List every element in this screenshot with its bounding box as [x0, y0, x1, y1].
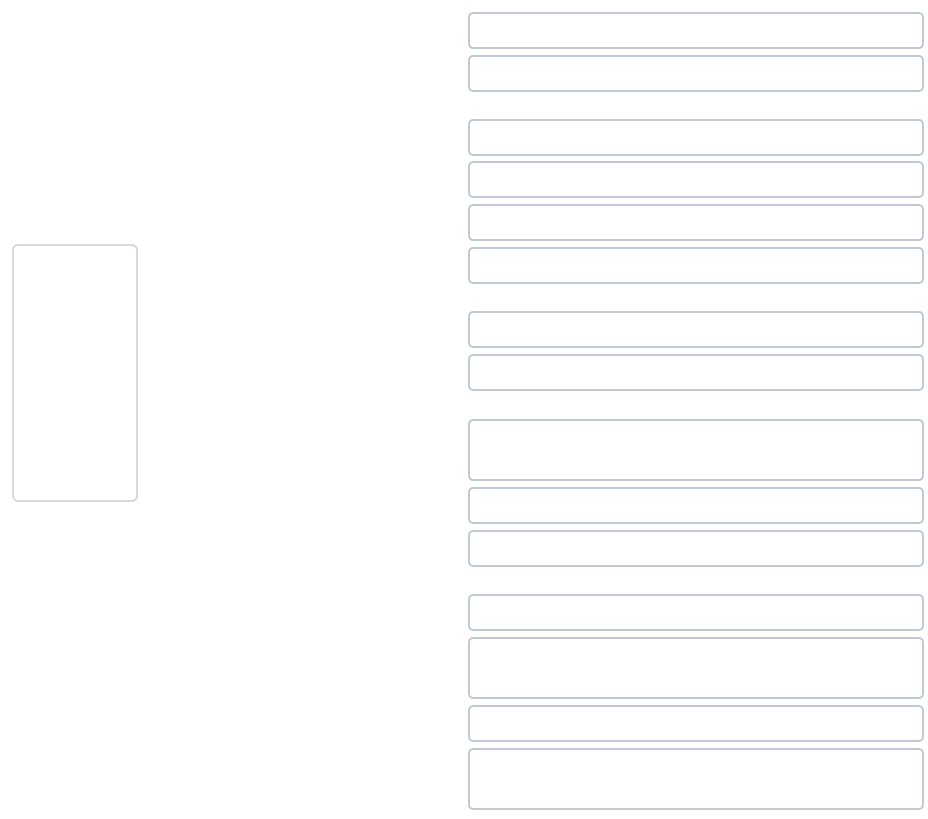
leaf-ton-trong-cac-ban [468, 354, 924, 391]
leaf-co-the-nguoi-duoc-hinh-thanh [468, 55, 924, 92]
leaf-tuoi-truong-thanh [468, 204, 924, 241]
leaf-tuoi-vi-thanh-nien [468, 161, 924, 198]
leaf-nhung-nguoi-dang-tin-cay [468, 705, 924, 742]
topic-cac-giai-doan-phat-trien [188, 169, 438, 235]
leaf-nhung-nguy-co [468, 637, 924, 699]
topic-nam-va-nu [188, 331, 438, 372]
leaf-cam-giac-an-toan [468, 594, 924, 631]
leaf-cham-soc-bao-ve-suc-khoe [468, 419, 924, 481]
leaf-dac-diem-sinh-hoc [468, 311, 924, 348]
root-topic [12, 244, 138, 502]
leaf-tuoi-gia [468, 247, 924, 284]
leaf-su-can-thiet-giu-ve-sinh [468, 487, 924, 524]
leaf-y-nghia-su-sinh-san [468, 12, 924, 49]
topic-su-hinh-thanh-co-the-nguoi [188, 18, 438, 84]
leaf-tuoi-au-tho [468, 119, 924, 156]
topic-phong-tranh-bi-xam-hai [188, 675, 438, 716]
leaf-thuc-hanh-yeu-cau-giup-do [468, 748, 924, 810]
leaf-thuc-hien-ve-sinh [468, 530, 924, 567]
topic-cham-soc-suc-khoe-tuoi-day-thi [188, 466, 438, 532]
